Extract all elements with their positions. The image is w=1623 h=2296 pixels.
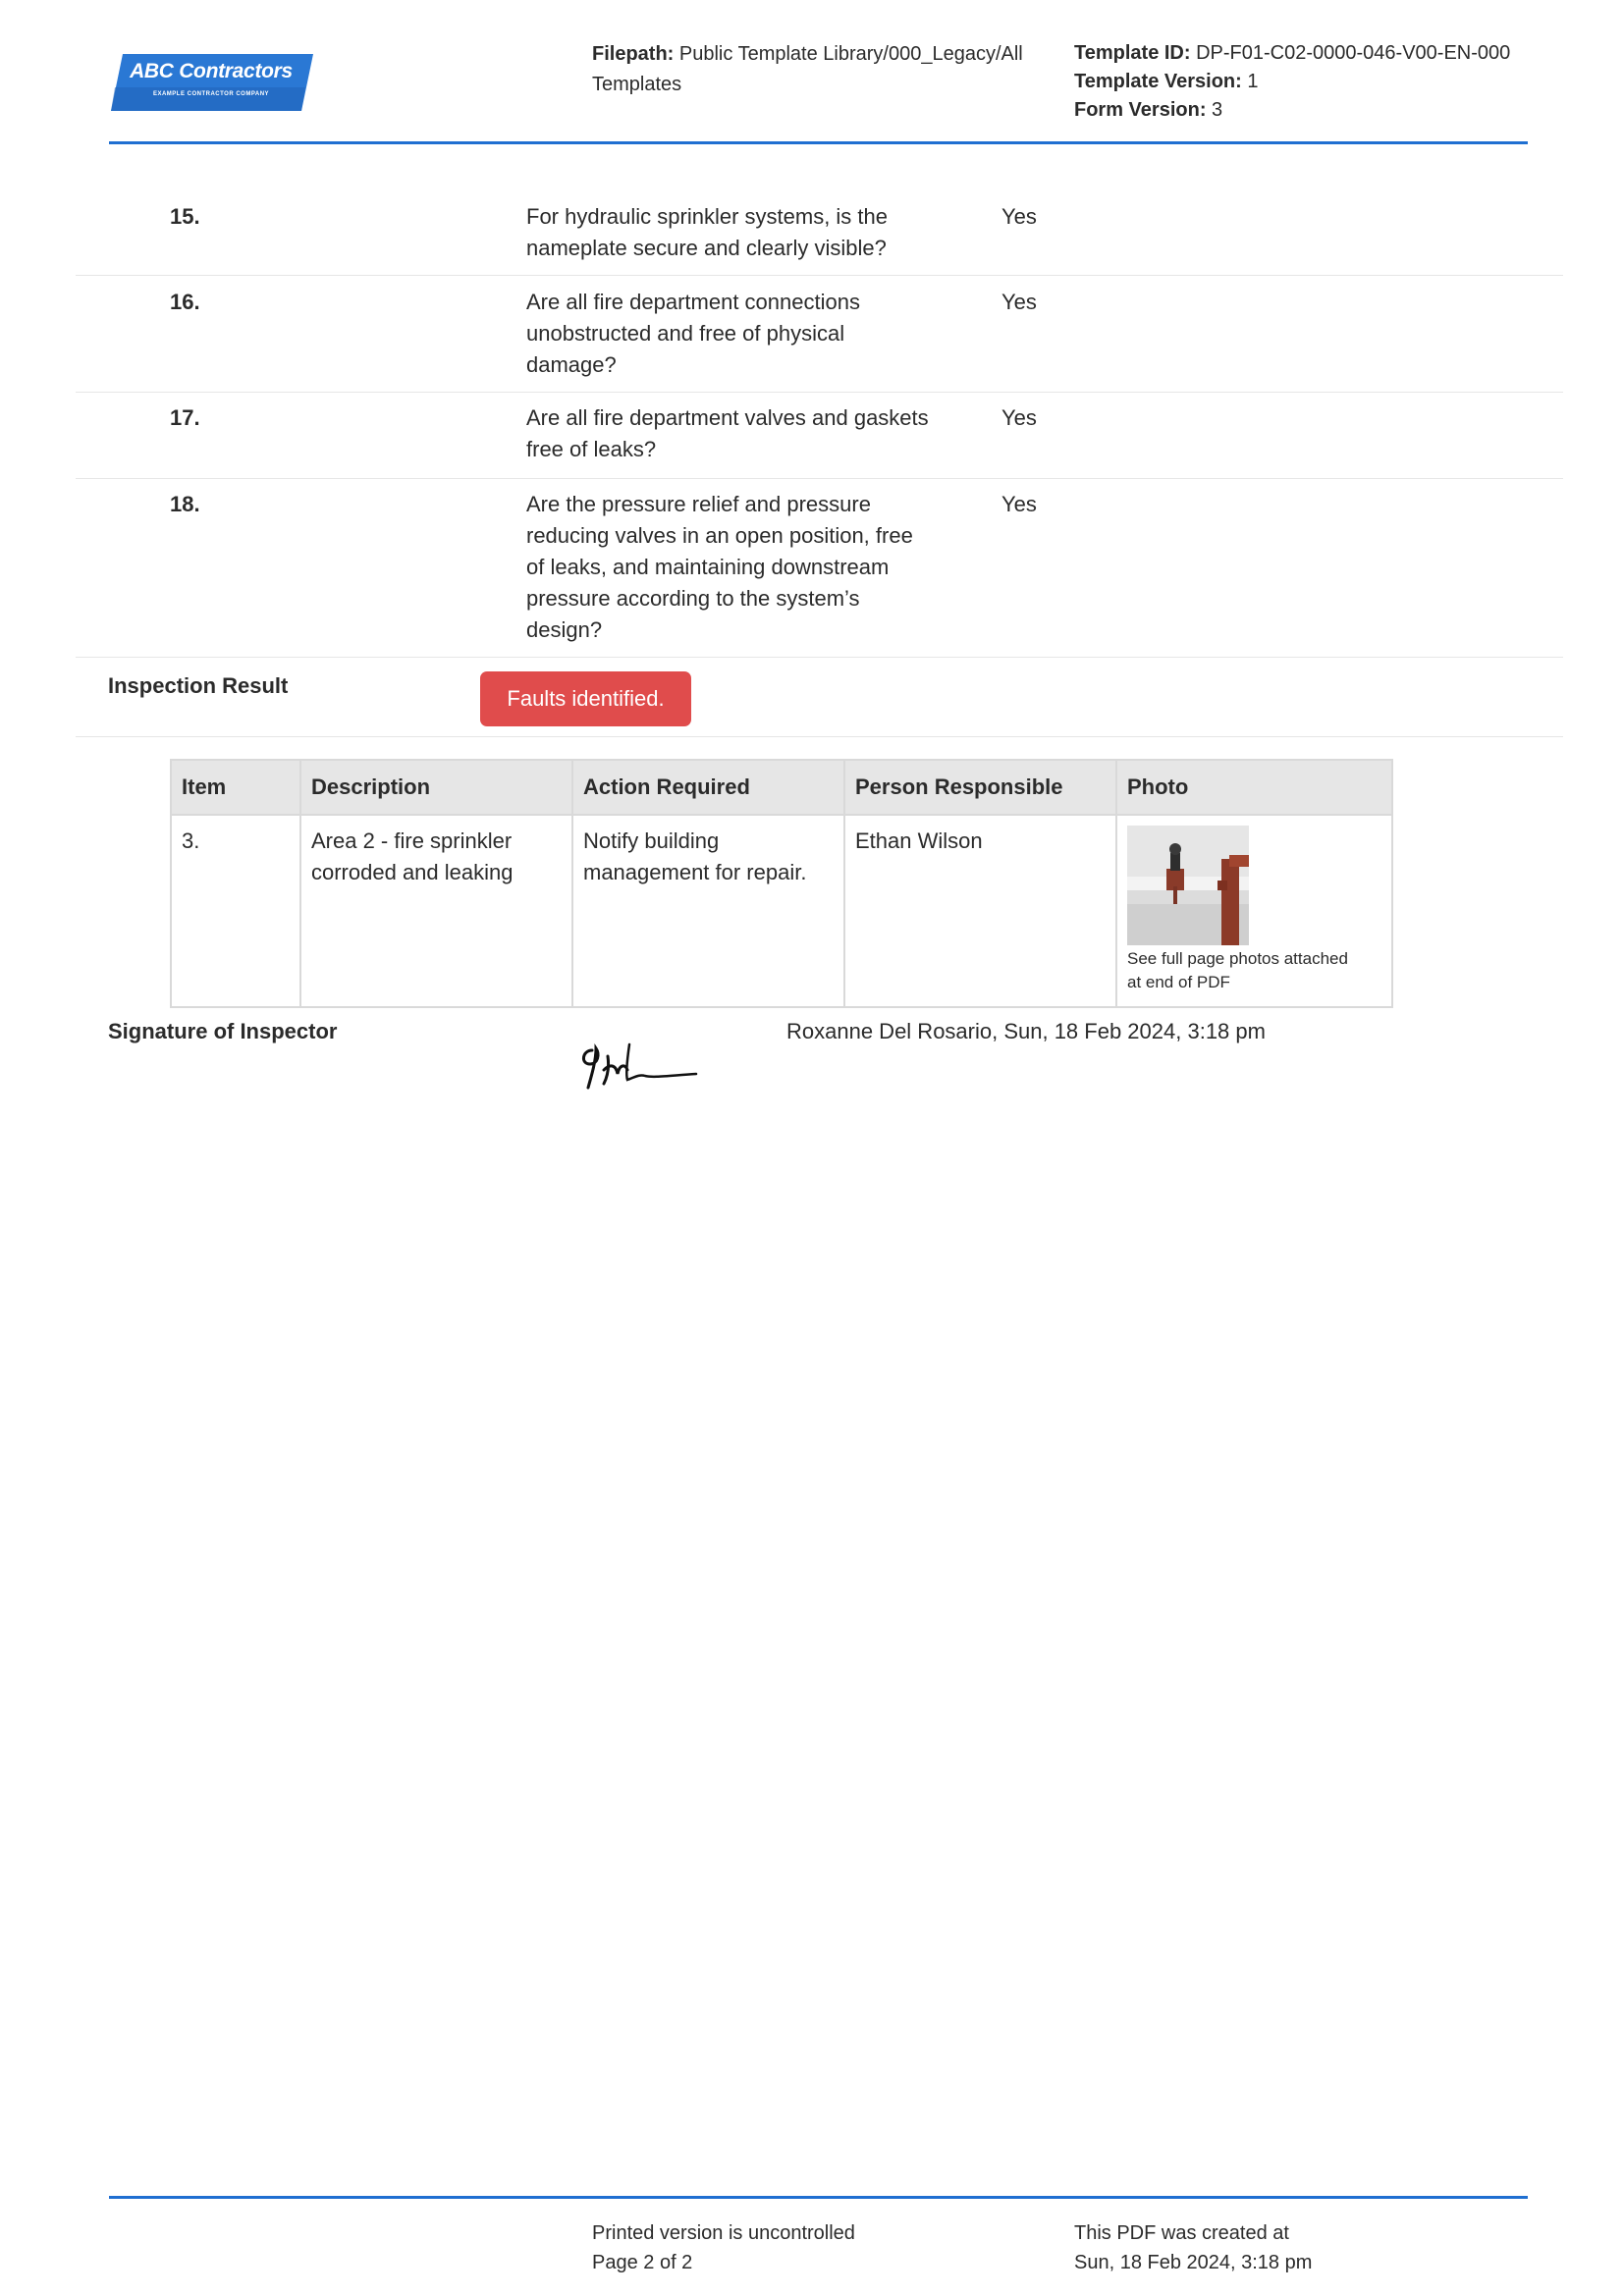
- company-logo: [109, 52, 315, 113]
- template-id-line: [1074, 39, 1585, 68]
- cell-description-line: corroded and leaking: [311, 860, 514, 884]
- cell-action-line: management for repair.: [583, 860, 807, 884]
- logo-title: ABC Contractors: [130, 60, 293, 82]
- column-header-person-responsible: Person Responsible: [844, 760, 1116, 815]
- header-divider: [109, 141, 1528, 144]
- cell-description-line: Area 2 - fire sprinkler: [311, 828, 513, 853]
- question-text-line: unobstructed and free of physical: [526, 321, 845, 346]
- created-timestamp: Sun, 18 Feb 2024, 3:18 pm: [1074, 2252, 1313, 2273]
- question-answer: Yes: [1001, 492, 1037, 516]
- template-version-line: [1074, 68, 1585, 96]
- cell-item: 3.: [171, 815, 300, 1007]
- column-header-item: Item: [171, 760, 300, 815]
- question-text: [526, 287, 958, 381]
- question-answer: Yes: [1001, 204, 1037, 229]
- footer-right: [1074, 2218, 1312, 2277]
- sprinkler-photo-thumbnail[interactable]: [1127, 826, 1249, 945]
- cell-action-required: [572, 815, 844, 1007]
- question-text-line: of leaks, and maintaining downstream: [526, 555, 890, 579]
- column-header-description: Description: [300, 760, 572, 815]
- question-number: 16.: [170, 290, 200, 314]
- signature-meta: Roxanne Del Rosario, Sun, 18 Feb 2024, 3:18 pm: [786, 1019, 1266, 1043]
- question-text-line: For hydraulic sprinkler systems, is the: [526, 204, 888, 229]
- question-text-line: Are all fire department connections: [526, 290, 860, 314]
- table-row: [171, 815, 1392, 1007]
- template-info-block: [1074, 39, 1585, 125]
- question-text-line: design?: [526, 617, 603, 642]
- question-text-line: Are all fire department valves and gaskets: [526, 405, 929, 430]
- filepath-value-line2: Templates: [592, 74, 682, 95]
- photo-note-line: at end of PDF: [1127, 973, 1230, 991]
- question-text-line: free of leaks?: [526, 437, 657, 461]
- question-text: [526, 489, 958, 646]
- uncontrolled-notice: Printed version is uncontrolled: [592, 2222, 855, 2244]
- question-text-line: pressure according to the system’s: [526, 586, 860, 611]
- question-number: 17.: [170, 405, 200, 430]
- question-text-line: Are the pressure relief and pressure: [526, 492, 871, 516]
- photo-note-line: See full page photos attached: [1127, 949, 1348, 968]
- inspection-result-row: [76, 660, 1563, 737]
- template-version-value: 1: [1247, 71, 1259, 92]
- inspection-result-label: Inspection Result: [108, 673, 289, 698]
- cell-person-responsible: Ethan Wilson: [844, 815, 1116, 1007]
- page-header: [0, 0, 1623, 147]
- cell-photo: [1116, 815, 1392, 1007]
- photo-note: [1127, 947, 1381, 994]
- logo-subtitle: EXAMPLE CONTRACTOR COMPANY: [152, 91, 270, 97]
- cell-action-line: Notify building: [583, 828, 720, 853]
- footer-divider: [109, 2196, 1528, 2199]
- inspector-signature-image: [574, 1031, 702, 1090]
- column-header-action-required: Action Required: [572, 760, 844, 815]
- inspection-result-badge: Faults identified.: [480, 671, 691, 726]
- form-version-line: [1074, 96, 1585, 125]
- actions-table: [170, 759, 1393, 1008]
- filepath-block: [592, 39, 1054, 100]
- created-notice: This PDF was created at: [1074, 2222, 1289, 2244]
- question-text-line: reducing valves in an open position, free: [526, 523, 913, 548]
- question-text: [526, 402, 958, 465]
- question-row-17: [76, 402, 1563, 479]
- table-header-row: [171, 760, 1392, 815]
- question-answer: Yes: [1001, 290, 1037, 314]
- signature-label: Signature of Inspector: [108, 1019, 338, 1043]
- question-number: 18.: [170, 492, 200, 516]
- question-answer: Yes: [1001, 405, 1037, 430]
- filepath-label: Filepath:: [592, 43, 675, 65]
- page-number: Page 2 of 2: [592, 2252, 693, 2273]
- cell-description: [300, 815, 572, 1007]
- question-text-line: damage?: [526, 352, 617, 377]
- question-text-line: nameplate secure and clearly visible?: [526, 236, 887, 260]
- question-number: 15.: [170, 204, 200, 229]
- form-version-value: 3: [1212, 99, 1223, 121]
- template-id-label: Template ID:: [1074, 42, 1191, 64]
- filepath-value-line1: Public Template Library/000_Legacy/All: [678, 43, 1023, 65]
- question-row-16: [76, 287, 1563, 393]
- footer-left: [592, 2218, 855, 2277]
- form-version-label: Form Version:: [1074, 99, 1207, 121]
- template-version-label: Template Version:: [1074, 71, 1242, 92]
- question-row-15: [76, 201, 1563, 276]
- question-text: [526, 201, 958, 264]
- template-id-value: DP-F01-C02-0000-046-V00-EN-000: [1196, 42, 1511, 64]
- question-row-18: [76, 489, 1563, 658]
- column-header-photo: Photo: [1116, 760, 1392, 815]
